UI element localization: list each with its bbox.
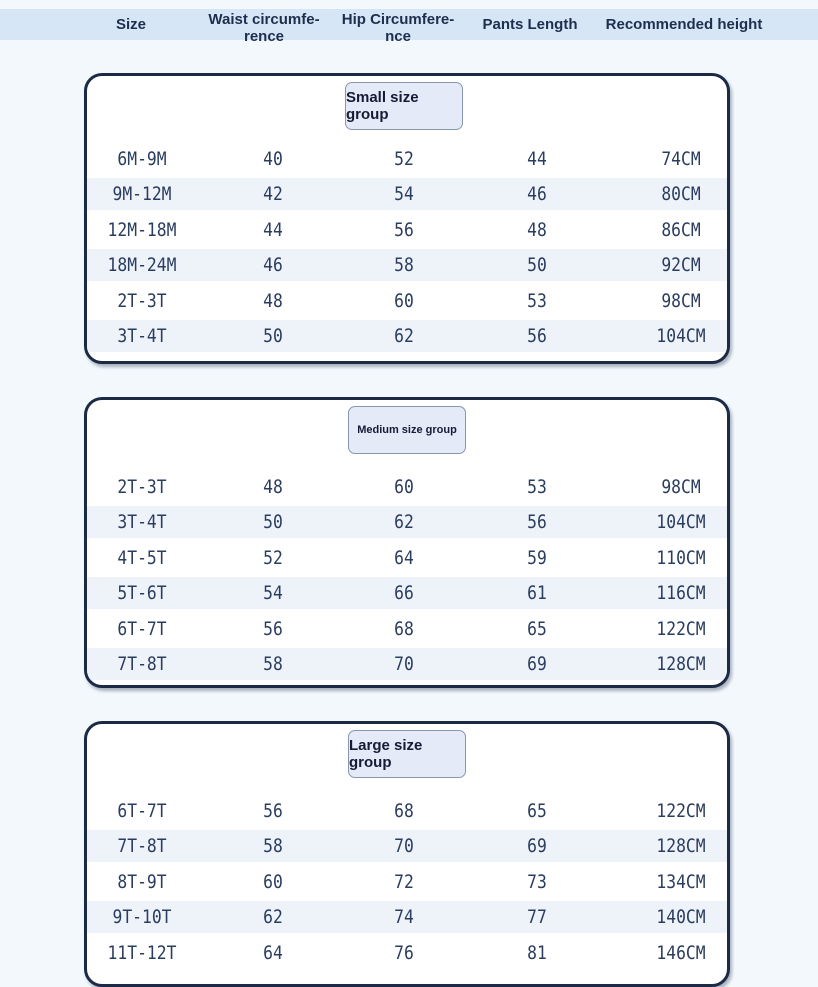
cell-height: 122CM — [656, 618, 706, 640]
cell-size: 7T-8T — [117, 835, 167, 857]
table-row — [87, 471, 727, 503]
group-title: Medium size group — [348, 406, 466, 454]
cell-height: 140CM — [656, 906, 706, 928]
size-group-card-small — [84, 73, 730, 364]
table-row — [87, 795, 727, 827]
cell-height: 98CM — [661, 290, 701, 312]
cell-pants-length: 56 — [527, 511, 547, 533]
header-waist: Waist circumfe-rence — [208, 11, 320, 45]
cell-size: 3T-4T — [117, 325, 167, 347]
table-row — [87, 320, 727, 352]
cell-size: 4T-5T — [117, 547, 167, 569]
group-title: Large size group — [348, 730, 466, 778]
group-title: Small size group — [345, 82, 463, 130]
cell-size: 8T-9T — [117, 871, 167, 893]
cell-height: 74CM — [661, 148, 701, 170]
cell-pants-length: 56 — [527, 325, 547, 347]
header-recommended-height: Recommended height — [605, 16, 763, 33]
cell-height: 104CM — [656, 511, 706, 533]
table-row — [87, 901, 727, 933]
cell-pants-length: 53 — [527, 290, 547, 312]
header-hip: Hip Circumfere-nce — [341, 11, 455, 45]
cell-waist: 44 — [263, 219, 283, 241]
cell-pants-length: 69 — [527, 653, 547, 675]
table-row — [87, 178, 727, 210]
cell-pants-length: 73 — [527, 871, 547, 893]
cell-size: 12M-18M — [107, 219, 177, 241]
size-group-card-large — [84, 721, 730, 987]
cell-pants-length: 77 — [527, 906, 547, 928]
cell-pants-length: 44 — [527, 148, 547, 170]
cell-size: 6T-7T — [117, 618, 167, 640]
cell-size: 9T-10T — [112, 906, 172, 928]
cell-pants-length: 61 — [527, 582, 547, 604]
table-row — [87, 249, 727, 281]
size-group-card-medium — [84, 397, 730, 688]
cell-waist: 48 — [263, 476, 283, 498]
cell-waist: 48 — [263, 290, 283, 312]
cell-hip: 62 — [394, 325, 414, 347]
cell-size: 9M-12M — [112, 183, 172, 205]
cell-hip: 54 — [394, 183, 414, 205]
cell-height: 146CM — [656, 942, 706, 964]
header-pants-length: Pants Length — [482, 16, 578, 33]
cell-height: 104CM — [656, 325, 706, 347]
cell-waist: 58 — [263, 653, 283, 675]
cell-hip: 56 — [394, 219, 414, 241]
cell-hip: 66 — [394, 582, 414, 604]
cell-size: 6T-7T — [117, 800, 167, 822]
cell-size: 6M-9M — [117, 148, 167, 170]
cell-waist: 62 — [263, 906, 283, 928]
table-row — [87, 613, 727, 645]
cell-size: 2T-3T — [117, 476, 167, 498]
cell-hip: 72 — [394, 871, 414, 893]
cell-hip: 60 — [394, 476, 414, 498]
cell-height: 98CM — [661, 476, 701, 498]
cell-pants-length: 48 — [527, 219, 547, 241]
header-size: Size — [115, 16, 146, 33]
cell-pants-length: 65 — [527, 618, 547, 640]
cell-size: 5T-6T — [117, 582, 167, 604]
table-row — [87, 830, 727, 862]
cell-hip: 58 — [394, 254, 414, 276]
column-header-bar — [0, 9, 818, 45]
cell-hip: 70 — [394, 835, 414, 857]
cell-size: 11T-12T — [107, 942, 177, 964]
cell-waist: 50 — [263, 511, 283, 533]
cell-hip: 64 — [394, 547, 414, 569]
table-row — [87, 577, 727, 609]
table-row — [87, 143, 727, 175]
table-row — [87, 648, 727, 680]
cell-pants-length: 81 — [527, 942, 547, 964]
cell-height: 128CM — [656, 835, 706, 857]
table-row — [87, 214, 727, 246]
cell-pants-length: 69 — [527, 835, 547, 857]
cell-hip: 74 — [394, 906, 414, 928]
cell-hip: 68 — [394, 800, 414, 822]
cell-waist: 50 — [263, 325, 283, 347]
cell-pants-length: 50 — [527, 254, 547, 276]
cell-height: 92CM — [661, 254, 701, 276]
cell-waist: 52 — [263, 547, 283, 569]
cell-pants-length: 53 — [527, 476, 547, 498]
cell-height: 110CM — [656, 547, 706, 569]
cell-height: 116CM — [656, 582, 706, 604]
cell-pants-length: 59 — [527, 547, 547, 569]
cell-height: 122CM — [656, 800, 706, 822]
cell-size: 7T-8T — [117, 653, 167, 675]
cell-waist: 56 — [263, 800, 283, 822]
cell-waist: 42 — [263, 183, 283, 205]
cell-hip: 68 — [394, 618, 414, 640]
cell-hip: 60 — [394, 290, 414, 312]
cell-size: 3T-4T — [117, 511, 167, 533]
cell-height: 86CM — [661, 219, 701, 241]
cell-waist: 40 — [263, 148, 283, 170]
cell-hip: 76 — [394, 942, 414, 964]
cell-pants-length: 46 — [527, 183, 547, 205]
cell-waist: 64 — [263, 942, 283, 964]
table-row — [87, 542, 727, 574]
cell-waist: 54 — [263, 582, 283, 604]
cell-height: 128CM — [656, 653, 706, 675]
cell-size: 2T-3T — [117, 290, 167, 312]
cell-height: 134CM — [656, 871, 706, 893]
table-row — [87, 285, 727, 317]
cell-waist: 46 — [263, 254, 283, 276]
cell-hip: 62 — [394, 511, 414, 533]
cell-waist: 58 — [263, 835, 283, 857]
cell-size: 18M-24M — [107, 254, 177, 276]
table-row — [87, 866, 727, 898]
table-row — [87, 506, 727, 538]
cell-waist: 56 — [263, 618, 283, 640]
table-row — [87, 937, 727, 969]
cell-waist: 60 — [263, 871, 283, 893]
cell-pants-length: 65 — [527, 800, 547, 822]
cell-hip: 52 — [394, 148, 414, 170]
cell-hip: 70 — [394, 653, 414, 675]
cell-height: 80CM — [661, 183, 701, 205]
